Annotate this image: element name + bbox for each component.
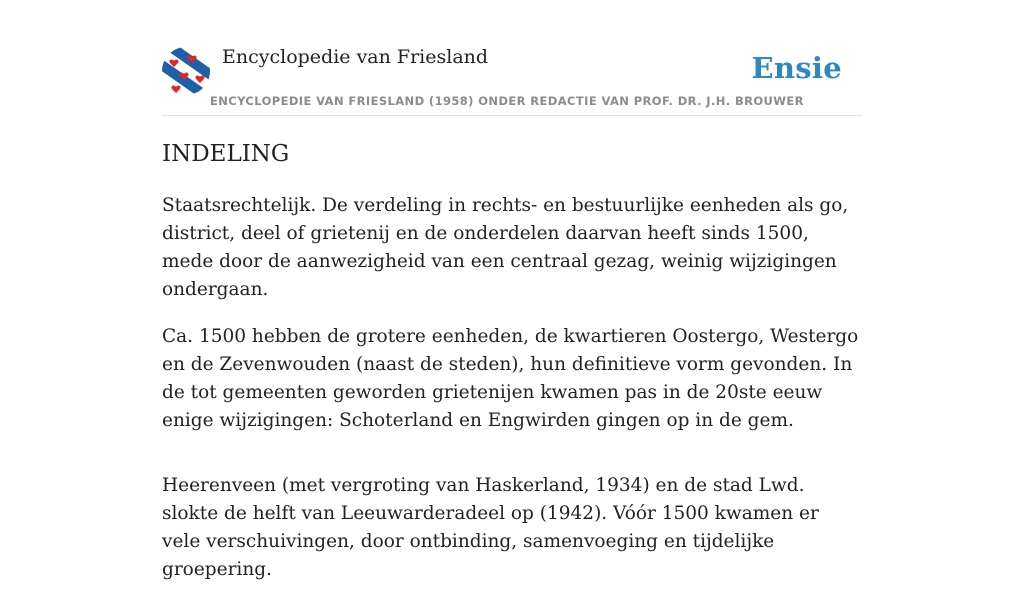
article-paragraph: Ca. 1500 hebben de grotere eenheden, de kwartieren Oostergo, Westergo en de Zevenwouden (naast de steden), hun definitieve vorm gevonden. In de tot gemeenten geworden grietenijen kwamen pas in de 20ste eeuw enige wijzigingen: Schoterland en Engwirden gingen op in de gem. — [162, 326, 859, 431]
article-body — [162, 192, 862, 603]
site-header — [162, 46, 862, 116]
site-title-link[interactable]: Encyclopedie van Friesland — [222, 46, 489, 68]
brand-logo[interactable]: Ensie — [751, 51, 842, 85]
article-paragraph: Staatsrechtelijk. De verdeling in rechts- en bestuurlijke eenheden als go, district, deel of grietenij en de onderdelen daarvan heeft sinds 1500, mede door de aanwezigheid van een centraal gezag, weinig wijzigingen ondergaan. — [162, 195, 849, 300]
frisian-flag-icon[interactable] — [162, 47, 210, 95]
encyclopedia-subtitle: ENCYCLOPEDIE VAN FRIESLAND (1958) ONDER REDACTIE VAN PROF. DR. J.H. BROUWER — [210, 94, 804, 108]
article-heading: INDELING — [162, 141, 290, 167]
article-paragraph: Heerenveen (met vergroting van Haskerland, 1934) en de stad Lwd. slokte de helft van Leeuwarderadeel op (1942). Vóór 1500 kwamen er vele verschuivingen, door ontbinding, samenvoeging en tijdelijke groepering. — [162, 475, 819, 580]
